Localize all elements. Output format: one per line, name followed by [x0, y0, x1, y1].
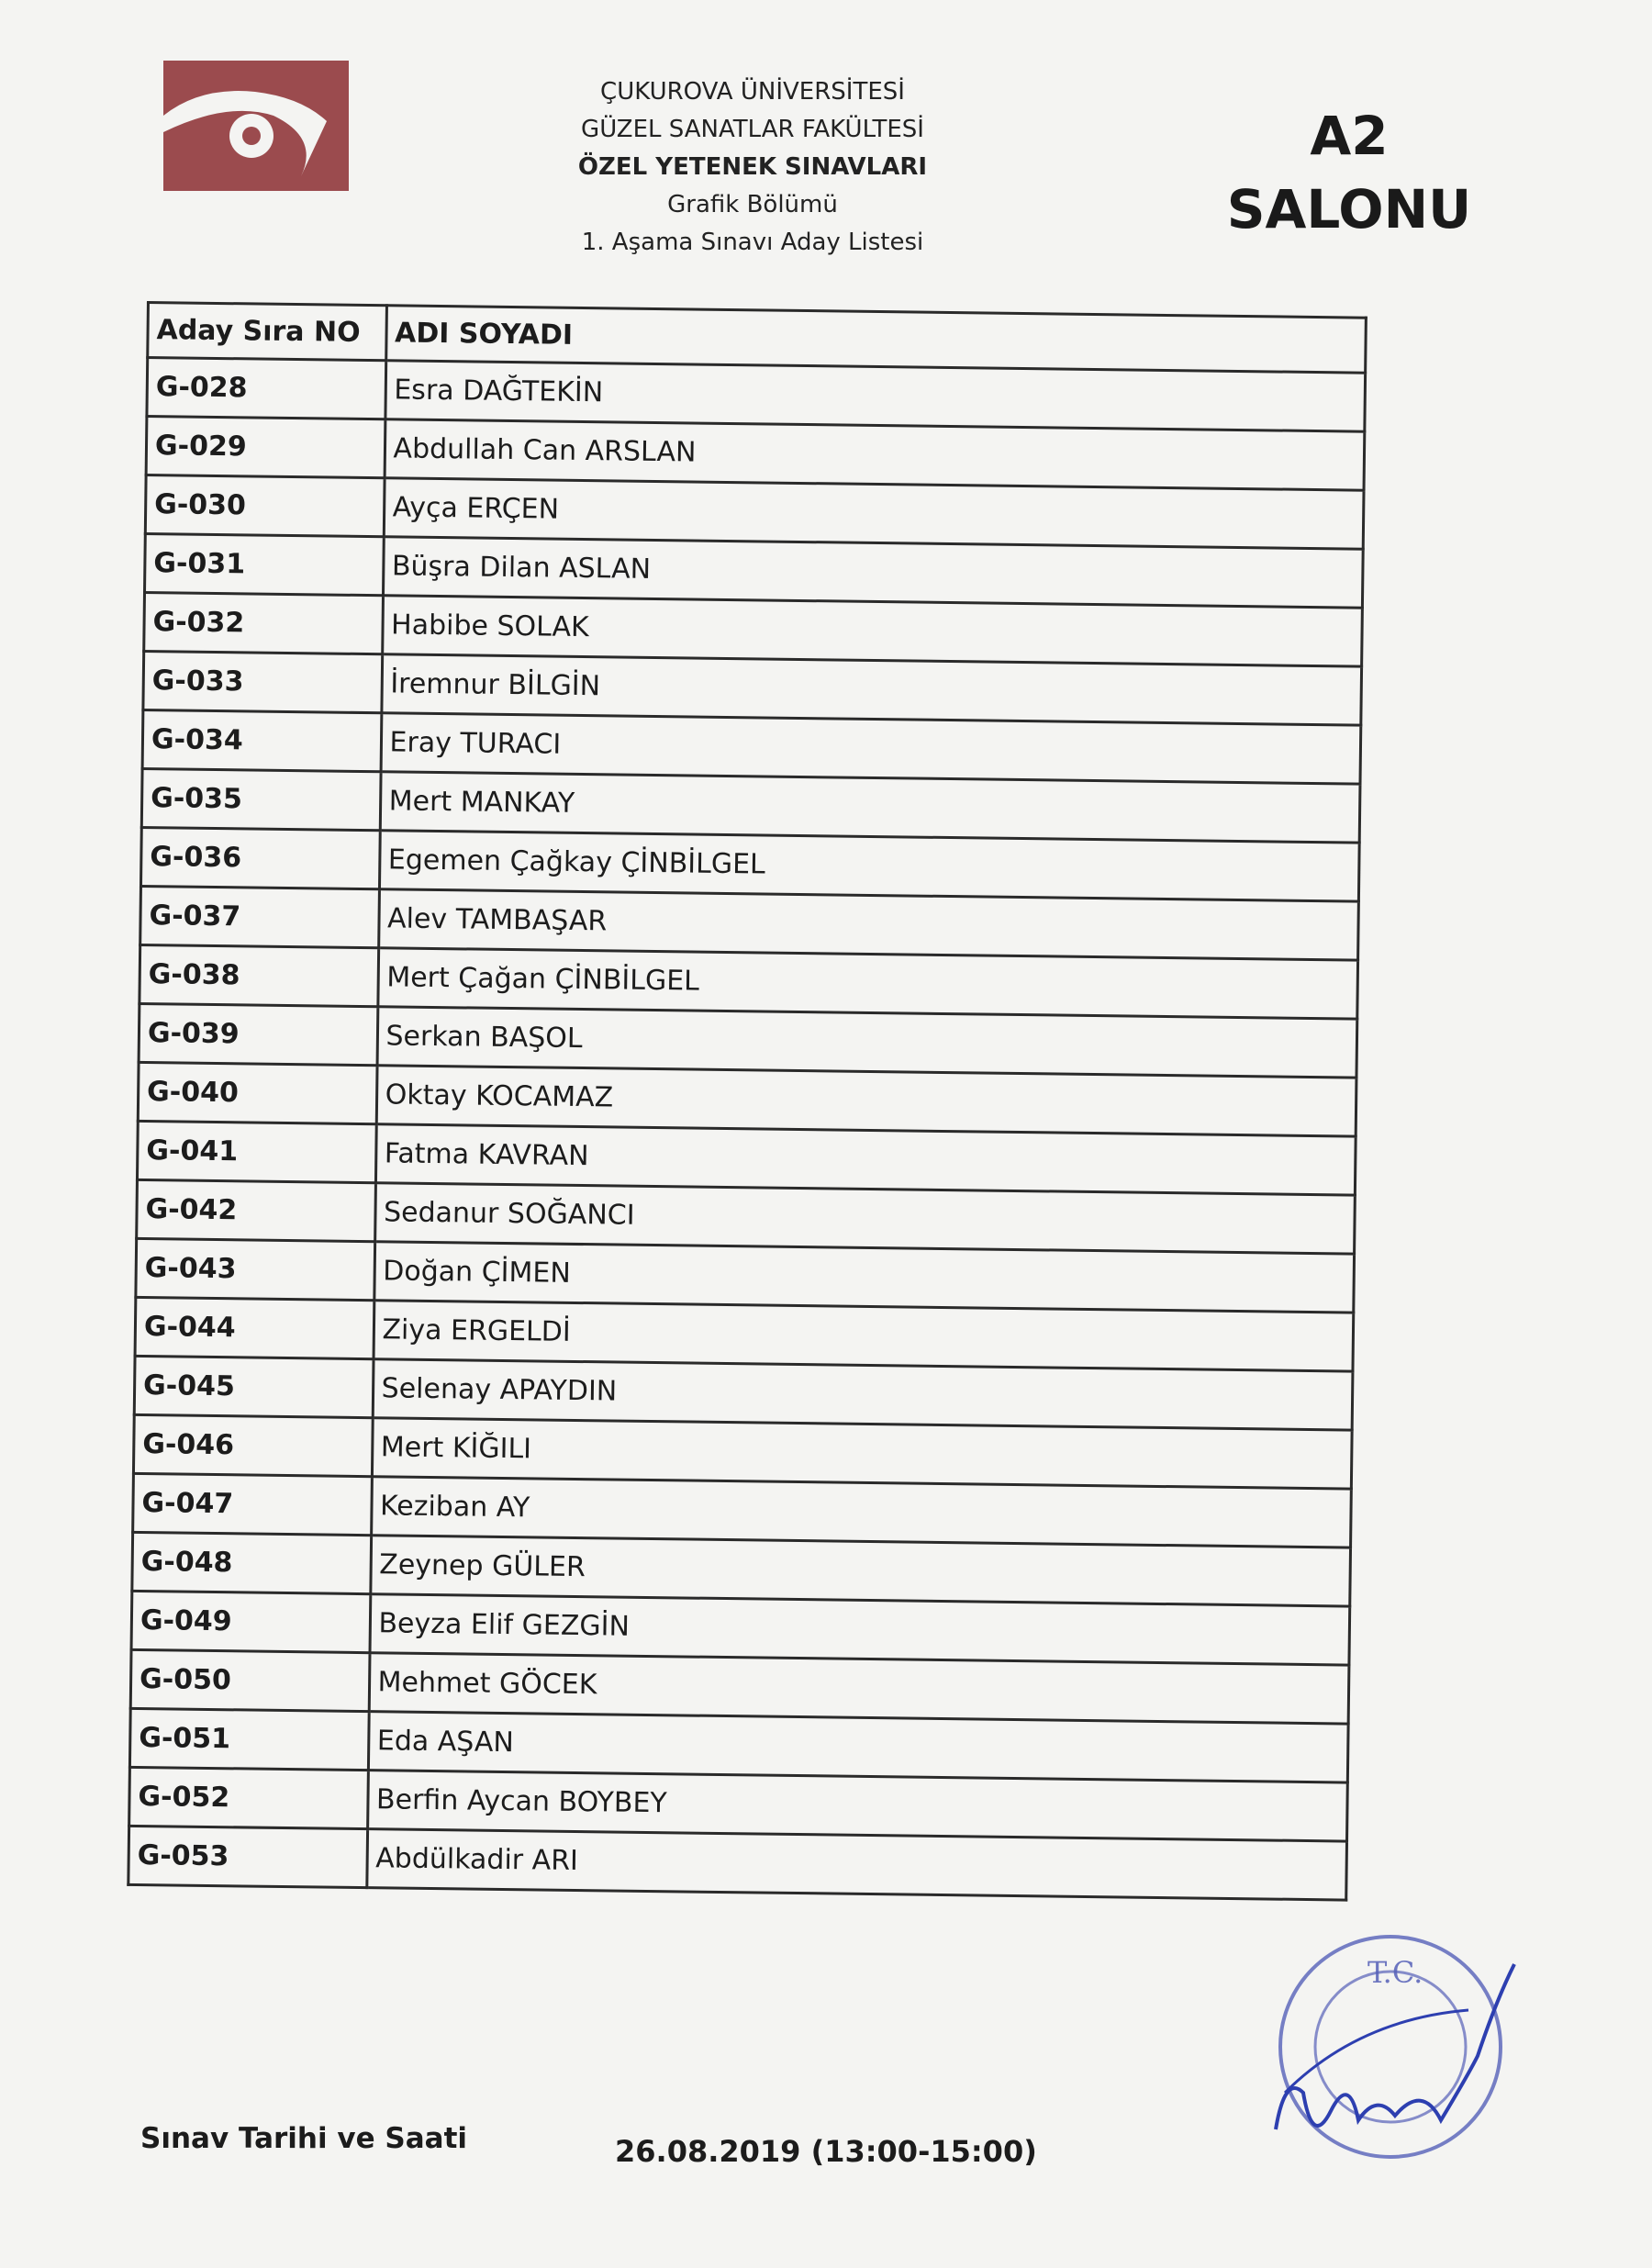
candidate-no-cell: G-042 — [137, 1179, 375, 1241]
candidate-name-cell: Mert Çağan ÇİNBİLGEL — [377, 948, 1357, 1019]
department-name: Grafik Bölümü — [667, 191, 838, 218]
candidate-no-cell: G-048 — [132, 1532, 371, 1593]
candidate-name-cell: Doğan ÇİMEN — [374, 1242, 1354, 1313]
candidate-name-cell: Selenay APAYDIN — [373, 1359, 1353, 1430]
candidate-name-cell: Egemen Çağkay ÇİNBİLGEL — [379, 831, 1359, 901]
candidate-no-cell: G-050 — [130, 1649, 369, 1711]
candidate-no-cell: G-049 — [131, 1591, 370, 1652]
salon-word: SALONU — [1226, 178, 1472, 240]
candidate-no-cell: G-043 — [136, 1238, 374, 1300]
candidate-no-cell: G-032 — [144, 592, 383, 654]
list-title: 1. Aşama Sınavı Aday Listesi — [581, 229, 924, 256]
header-candidate-no: Aday Sıra NO — [148, 303, 386, 361]
candidate-no-cell: G-044 — [135, 1297, 374, 1358]
candidate-name-cell: Eda AŞAN — [368, 1712, 1348, 1782]
candidate-name-cell: Sedanur SOĞANCI — [374, 1183, 1355, 1254]
candidate-no-cell: G-041 — [137, 1121, 375, 1182]
candidate-no-cell: G-053 — [128, 1826, 367, 1887]
salon-code: A2 — [1310, 105, 1389, 167]
candidate-no-cell: G-038 — [140, 944, 378, 1006]
candidate-name-cell: Ziya ERGELDİ — [374, 1301, 1354, 1371]
candidate-no-cell: G-039 — [139, 1003, 377, 1065]
candidate-name-cell: Alev TAMBAŞAR — [378, 889, 1358, 960]
candidate-table — [127, 301, 1367, 1902]
exam-title: ÖZEL YETENEK SINAVLARI — [577, 153, 928, 181]
candidate-no-cell: G-031 — [145, 533, 384, 595]
candidate-no-cell: G-033 — [143, 651, 382, 712]
salon-label — [1211, 99, 1487, 246]
candidate-name-cell: Habibe SOLAK — [382, 596, 1362, 666]
candidate-no-cell: G-051 — [129, 1708, 368, 1770]
candidate-name-cell: Zeynep GÜLER — [370, 1536, 1350, 1606]
candidate-name-cell: Serkan BAŞOL — [377, 1007, 1357, 1078]
candidate-name-cell: Abdullah Can ARSLAN — [385, 419, 1365, 490]
faculty-eye-logo — [163, 61, 349, 191]
candidate-name-cell: Ayça ERÇEN — [384, 478, 1364, 549]
candidate-name-cell: Keziban AY — [371, 1477, 1351, 1547]
candidate-name-cell: Mehmet GÖCEK — [369, 1653, 1349, 1724]
candidate-name-cell: Abdülkadir ARI — [366, 1829, 1346, 1900]
candidate-name-cell: Mert MANKAY — [380, 772, 1360, 843]
exam-date-label: Sınav Tarihi ve Saati — [140, 2122, 468, 2155]
candidate-name-cell: Beyza Elif GEZGİN — [370, 1594, 1350, 1665]
candidate-no-cell: G-030 — [145, 475, 384, 537]
document-header — [496, 73, 1010, 262]
official-stamp-and-signature — [1248, 1909, 1524, 2184]
candidate-name-cell: Büşra Dilan ASLAN — [383, 537, 1363, 608]
candidate-no-cell: G-045 — [134, 1356, 373, 1417]
candidate-no-cell: G-046 — [133, 1414, 372, 1476]
candidate-name-cell: Berfin Aycan BOYBEY — [367, 1771, 1347, 1841]
candidate-no-cell: G-028 — [147, 358, 385, 419]
university-name: ÇUKUROVA ÜNİVERSİTESİ — [600, 78, 905, 106]
candidate-no-cell: G-047 — [133, 1473, 372, 1535]
candidate-name-cell: Oktay KOCAMAZ — [376, 1066, 1356, 1136]
candidate-no-cell: G-034 — [142, 709, 381, 771]
candidate-no-cell: G-052 — [129, 1767, 368, 1828]
candidate-no-cell: G-035 — [141, 768, 380, 830]
candidate-name-cell: Mert KİĞILI — [372, 1418, 1352, 1489]
svg-text:T.C.: T.C. — [1367, 1955, 1423, 1990]
candidate-no-cell: G-037 — [140, 886, 379, 947]
faculty-name: GÜZEL SANATLAR FAKÜLTESİ — [581, 116, 924, 143]
candidate-name-cell: Fatma KAVRAN — [375, 1124, 1356, 1195]
candidate-no-cell: G-040 — [138, 1062, 376, 1123]
candidate-name-cell: Esra DAĞTEKİN — [385, 361, 1365, 431]
candidate-no-cell: G-036 — [140, 827, 379, 888]
candidate-no-cell: G-029 — [146, 417, 385, 478]
exam-date-value: 26.08.2019 (13:00-15:00) — [615, 2134, 1037, 2169]
candidate-name-cell: İremnur BİLGİN — [381, 654, 1361, 725]
header-full-name: ADI SOYADI — [385, 306, 1366, 373]
candidate-name-cell: Eray TURACI — [381, 713, 1361, 784]
